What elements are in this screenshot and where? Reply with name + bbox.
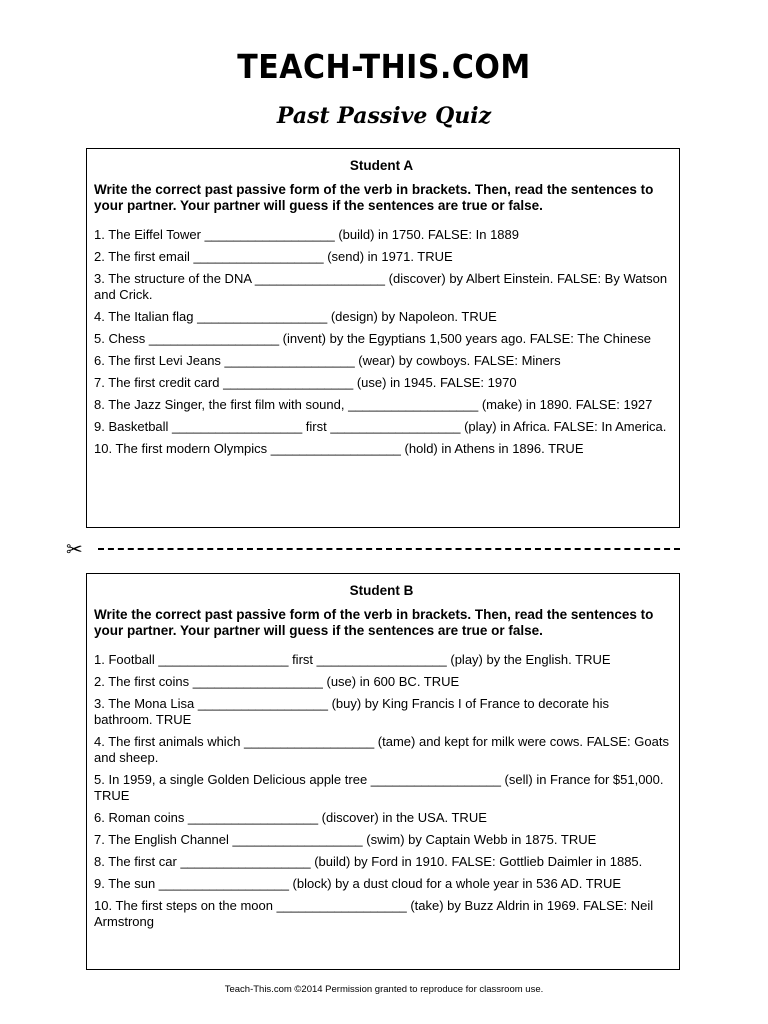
footer-copyright: Teach-This.com ©2014 Permission granted to reproduce for classroom use. — [224, 984, 544, 995]
quiz-item: 9. Basketball __________________ first __________________ (play) in Africa. FALSE: In America. — [94, 419, 667, 434]
quiz-item: 7. The first credit card __________________ (use) in 1945. FALSE: 1970 — [94, 375, 517, 390]
student-b-box — [86, 573, 680, 970]
quiz-item: 6. Roman coins __________________ (discover) in the USA. TRUE — [94, 810, 487, 825]
quiz-item: 6. The first Levi Jeans __________________ (wear) by cowboys. FALSE: Miners — [94, 353, 561, 368]
student-a-box — [86, 148, 680, 528]
quiz-item: 5. In 1959, a single Golden Delicious apple tree __________________ (sell) in France for $51,000. TRUE — [94, 772, 664, 803]
cut-line — [66, 537, 680, 561]
quiz-item: 3. The Mona Lisa __________________ (buy) by King Francis I of France to decorate his bathroom. TRUE — [94, 696, 610, 727]
student-a-items — [94, 227, 669, 457]
quiz-item: 2. The first coins __________________ (use) in 600 BC. TRUE — [94, 674, 460, 689]
site-title: TEACH-THIS.COM — [237, 48, 531, 87]
scissors-icon: ✂ — [66, 538, 83, 561]
quiz-item: 2. The first email __________________ (send) in 1971. TRUE — [94, 249, 453, 264]
quiz-item: 1. The Eiffel Tower __________________ (build) in 1750. FALSE: In 1889 — [94, 227, 519, 242]
quiz-item: 1. Football __________________ first __________________ (play) by the English. TRUE — [94, 652, 611, 667]
quiz-title: Past Passive Quiz — [276, 103, 492, 129]
student-a-heading: Student A — [349, 158, 414, 173]
student-b-items — [94, 652, 669, 930]
quiz-item: 9. The sun __________________ (block) by a dust cloud for a whole year in 536 AD. TRUE — [94, 876, 622, 891]
quiz-item: 8. The first car __________________ (build) by Ford in 1910. FALSE: Gottlieb Daimler in 1885. — [94, 854, 643, 869]
student-a-instructions: Write the correct past passive form of the verb in brackets. Then, read the sentences to your partner. Your partner will guess if the sentences are true or false. — [94, 182, 654, 213]
dashed-divider — [98, 548, 680, 550]
quiz-item: 8. The Jazz Singer, the first film with sound, __________________ (make) in 1890. FALSE: 1927 — [94, 397, 653, 412]
student-b-heading: Student B — [349, 583, 414, 598]
quiz-item: 5. Chess __________________ (invent) by the Egyptians 1,500 years ago. FALSE: The Chinese — [94, 331, 651, 346]
quiz-item: 10. The first steps on the moon __________________ (take) by Buzz Aldrin in 1969. FALSE: Neil Armstrong — [94, 898, 654, 929]
quiz-item: 3. The structure of the DNA __________________ (discover) by Albert Einstein. FALSE: By Watson and Crick. — [94, 271, 668, 302]
quiz-item: 4. The first animals which __________________ (tame) and kept for milk were cows. FALSE: Goats and sheep. — [94, 734, 669, 765]
student-b-instructions: Write the correct past passive form of the verb in brackets. Then, read the sentences to your partner. Your partner will guess if the sentences are true or false. — [94, 607, 654, 638]
quiz-item: 10. The first modern Olympics __________________ (hold) in Athens in 1896. TRUE — [94, 441, 584, 456]
quiz-item: 4. The Italian flag __________________ (design) by Napoleon. TRUE — [94, 309, 497, 324]
quiz-item: 7. The English Channel __________________ (swim) by Captain Webb in 1875. TRUE — [94, 832, 597, 847]
